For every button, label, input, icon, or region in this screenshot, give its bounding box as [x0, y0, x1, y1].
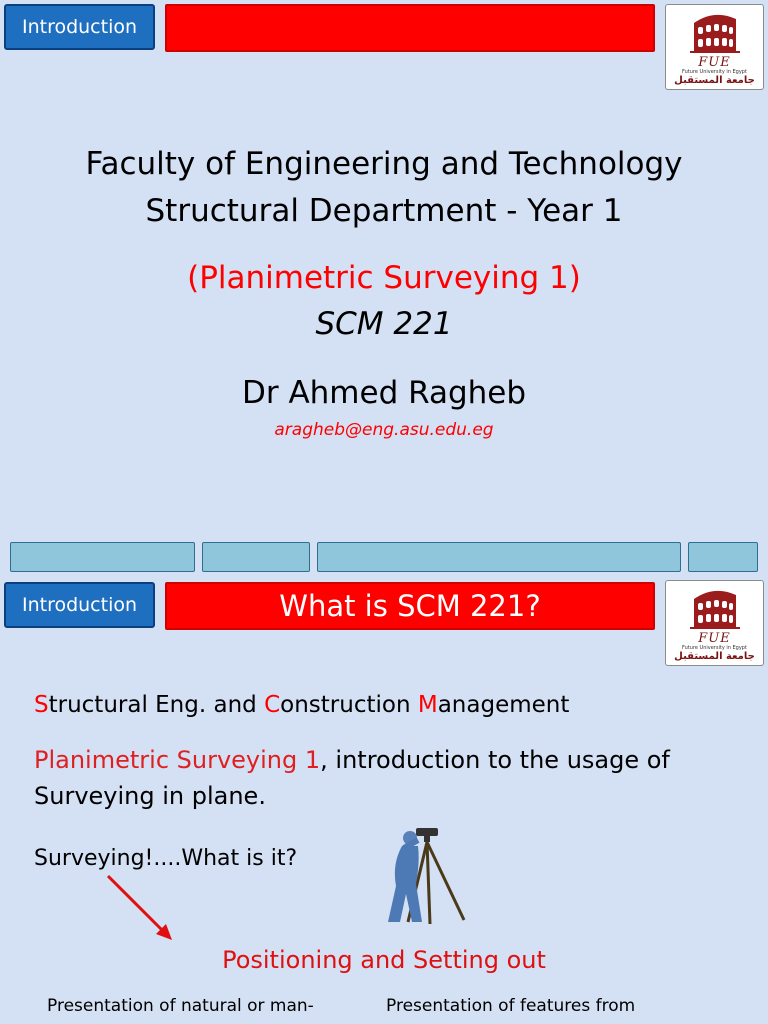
description-text: , introduction to the usage of [320, 746, 670, 774]
description-line-2: Surveying in plane. [34, 782, 266, 810]
slide-title-bar [165, 4, 655, 52]
footer-strip-box-2 [202, 542, 310, 572]
logo-subtitle: Future University in Egypt [682, 645, 747, 651]
slide-title-bar: What is SCM 221? [165, 582, 655, 630]
logo-arabic-text: جامعة المستقبل [674, 651, 755, 662]
course-name: (Planimetric Surveying 1) [187, 260, 581, 296]
logo-fue-text: FUE [698, 631, 731, 646]
acronym-line [34, 692, 569, 718]
acronym-letter-m: M [417, 692, 438, 718]
acronym-text-m: anagement [437, 692, 570, 718]
footer-strip-box-3 [317, 542, 681, 572]
department-heading: Structural Department - Year 1 [145, 193, 623, 229]
bottom-text-left: Presentation of natural or man- [47, 996, 314, 1016]
footer-strip-box-4 [688, 542, 758, 572]
acronym-text-s: tructural Eng. and [48, 692, 265, 718]
footer-strip-box-1 [10, 542, 195, 572]
lecturer-name: Dr Ahmed Ragheb [241, 375, 527, 411]
positioning-answer: Positioning and Setting out [222, 946, 546, 974]
colosseum-icon [666, 581, 763, 631]
course-code: SCM 221 [315, 306, 453, 342]
surveyor-icon [378, 824, 470, 926]
university-logo [665, 580, 764, 666]
acronym-letter-c: C [264, 692, 281, 718]
surveying-question: Surveying!....What is it? [34, 846, 298, 871]
description-course-name: Planimetric Surveying 1 [34, 746, 321, 774]
colosseum-icon [666, 5, 763, 55]
section-tab-introduction[interactable]: Introduction [4, 582, 155, 628]
faculty-heading: Faculty of Engineering and Technology [85, 146, 683, 182]
logo-fue-text: FUE [698, 55, 731, 70]
lecturer-email[interactable]: aragheb@eng.asu.edu.eg [274, 420, 494, 440]
section-tab-introduction[interactable]: Introduction [4, 4, 155, 50]
acronym-letter-s: S [34, 692, 49, 718]
acronym-text-c: onstruction [280, 692, 418, 718]
what-is-scm-slide [0, 574, 768, 1024]
logo-arabic-text: جامعة المستقبل [674, 75, 755, 86]
course-description [34, 742, 670, 814]
logo-subtitle: Future University in Egypt [682, 69, 747, 75]
university-logo [665, 4, 764, 90]
arrow-icon [100, 872, 180, 944]
bottom-text-right: Presentation of features from [386, 996, 636, 1016]
